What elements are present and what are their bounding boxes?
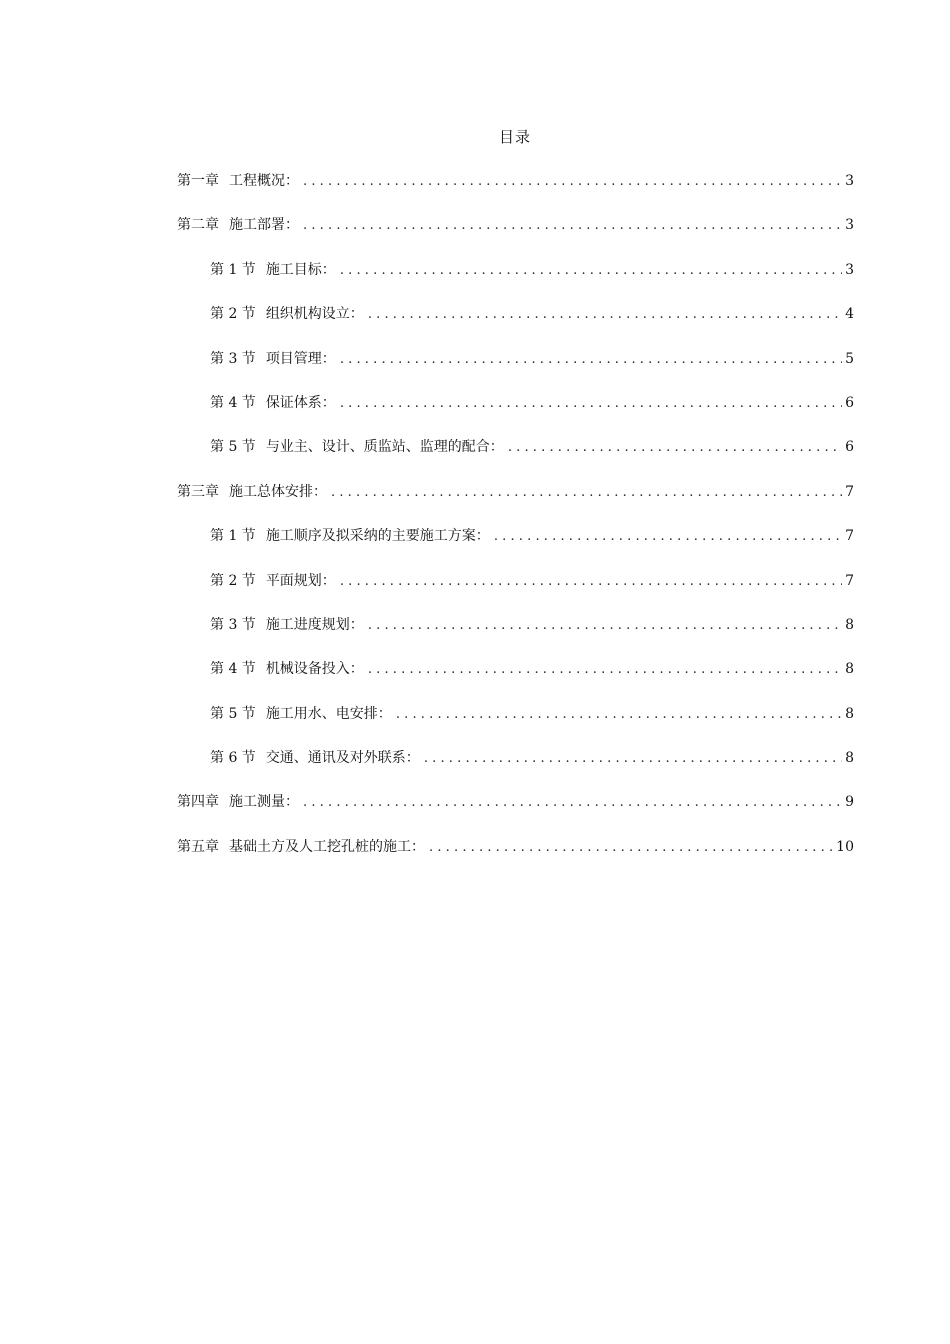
toc-entry[interactable] (177, 614, 854, 658)
entry-page-number: 8 (845, 661, 854, 678)
entry-title: 施工用水、电安排： (265, 705, 392, 722)
entry-title: 项目管理： (265, 350, 336, 367)
entry-page-number: 4 (845, 306, 854, 323)
entry-page-number: 10 (836, 838, 854, 855)
toc-entry[interactable] (177, 747, 854, 791)
entry-page-number: 8 (845, 750, 854, 767)
entry-page-number: 3 (845, 217, 854, 234)
toc-entry[interactable] (177, 525, 854, 569)
entry-number: 第 1 节 (210, 528, 256, 545)
entry-page-number: 3 (845, 173, 854, 189)
toc-entry[interactable] (177, 392, 854, 436)
entry-page-number: 6 (845, 439, 854, 456)
entry-number: 第 3 节 (210, 616, 256, 633)
entry-title: 工程概况： (229, 173, 299, 189)
entry-title: 机械设备投入： (265, 661, 364, 678)
entry-title: 施工部署： (229, 217, 299, 234)
dot-leader (303, 218, 842, 233)
dot-leader (303, 174, 842, 189)
entry-number: 第二章 (177, 217, 219, 234)
dot-leader (508, 440, 842, 455)
dot-leader (340, 574, 842, 589)
entry-page-number: 8 (845, 705, 854, 722)
entry-title: 施工测量： (229, 794, 299, 811)
dot-leader (396, 707, 842, 722)
entry-title: 施工目标： (265, 261, 336, 278)
toc-entry[interactable] (177, 791, 854, 835)
entry-title: 交通、通讯及对外联系： (265, 750, 420, 767)
entry-number: 第 6 节 (210, 750, 256, 767)
dot-leader (368, 618, 842, 633)
dot-leader (303, 795, 842, 810)
entry-number: 第五章 (177, 838, 219, 855)
dot-leader (494, 529, 842, 544)
toc-entry[interactable] (177, 836, 854, 880)
entry-title: 保证体系： (265, 394, 336, 411)
toc-entry[interactable] (177, 658, 854, 702)
toc-entry[interactable] (177, 481, 854, 525)
entry-page-number: 8 (845, 616, 854, 633)
entry-page-number: 7 (845, 572, 854, 589)
entry-number: 第 5 节 (210, 439, 256, 456)
entry-title: 平面规划： (265, 572, 336, 589)
dot-leader (340, 352, 842, 367)
entry-title: 组织机构设立： (265, 306, 364, 323)
entry-number: 第一章 (177, 173, 219, 189)
entry-page-number: 7 (845, 528, 854, 545)
dot-leader (429, 840, 833, 855)
dot-leader (368, 307, 842, 322)
entry-number: 第 2 节 (210, 306, 256, 323)
entry-number: 第 1 节 (210, 261, 256, 278)
dot-leader (340, 263, 842, 278)
toc-entry[interactable] (177, 570, 854, 614)
toc-entry[interactable] (177, 303, 854, 347)
dot-leader (368, 662, 842, 677)
dot-leader (340, 396, 842, 411)
entry-number: 第 4 节 (210, 394, 256, 411)
entry-number: 第四章 (177, 794, 219, 811)
toc-title: 目录 (498, 128, 531, 146)
toc-entry[interactable] (177, 436, 854, 480)
entry-page-number: 6 (845, 394, 854, 411)
toc-entry[interactable] (177, 170, 854, 214)
toc-list (177, 170, 854, 880)
entry-number: 第三章 (177, 483, 219, 500)
entry-number: 第 4 节 (210, 661, 256, 678)
entry-title: 施工进度规划： (265, 616, 364, 633)
toc-entry[interactable] (177, 259, 854, 303)
entry-page-number: 5 (845, 350, 854, 367)
entry-title: 与业主、设计、质监站、监理的配合： (265, 439, 504, 456)
entry-number: 第 3 节 (210, 350, 256, 367)
dot-leader (424, 751, 842, 766)
entry-number: 第 2 节 (210, 572, 256, 589)
dot-leader (331, 485, 842, 500)
toc-entry[interactable] (177, 348, 854, 392)
entry-title: 施工顺序及拟采纳的主要施工方案： (265, 528, 490, 545)
entry-number: 第 5 节 (210, 705, 256, 722)
entry-page-number: 7 (845, 483, 854, 500)
entry-title: 基础土方及人工挖孔桩的施工： (229, 838, 425, 855)
toc-entry[interactable] (177, 703, 854, 747)
entry-page-number: 3 (845, 261, 854, 278)
entry-title: 施工总体安排： (229, 483, 327, 500)
toc-entry[interactable] (177, 214, 854, 258)
entry-page-number: 9 (845, 794, 854, 811)
